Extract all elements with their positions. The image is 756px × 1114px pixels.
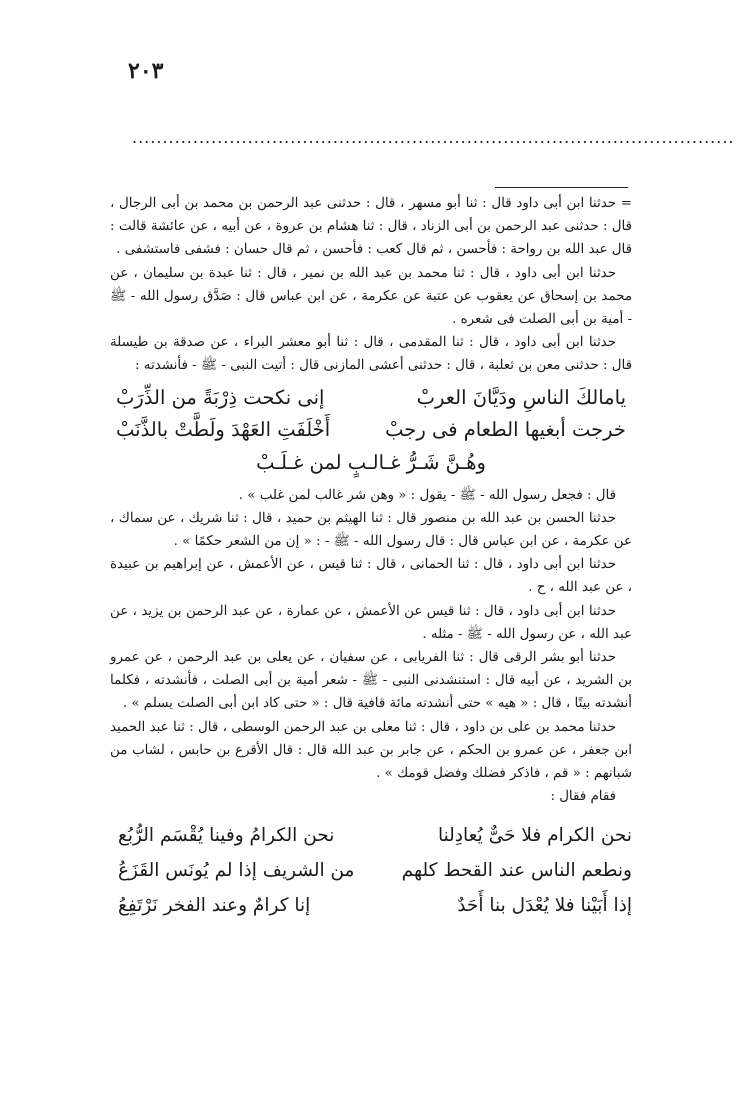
poem-line [110,853,632,888]
hemistich-first: إذا أَبَيْنا فلا يُعْدَل بنا أَحَدٌ [457,895,632,917]
hemistich-first: يامالكَ الناسِ ودَيَّانَ العربْ [416,385,626,409]
footnote-rule [495,187,628,188]
poem-line [110,818,632,853]
poem-line [110,414,632,446]
hemistich-second: إنا كرامٌ وعند الفخر نَرْتَفِعُ [118,895,311,917]
hemistich-second: من الشريف إذا لم يُونَس القَزَعُ [118,860,355,882]
poem-line [110,382,632,414]
paragraph: حدثنا ابن أبى داود ، قال : ثنا قيس عن الأعمش ، عن عمارة ، عن عبد الرحمن بن يزيد ، عن عبد الله ، عن رسول الله - ﷺ - مثله . [110,603,632,642]
hemistich-second: نحن الكرامُ وفينا يُقْسَم الرُّبُع [118,825,335,847]
hemistich-first: نحن الكرام فلا حَىٌّ يُعادِلنا [437,825,632,847]
paragraph: فقام فقال : [550,789,616,805]
hemistich-first: ونطعم الناس عند القحط كلهم [401,860,632,882]
page-number: ٢٠٣ [128,58,164,84]
paragraph: حدثنا أبو بشر الرقى قال : ثنا الفريابى ، عن سفيان ، عن يعلى بن عبد الرحمن ، عن عمرو بن الشريد ، عن أبيه قال : استنشدنى النبى - ﷺ - شعر أمية بن أبى الصلت ، فأنشدته ، فكلما أنشدته بيتًا ، قال : « هيه » حتى أنشدته مائة قافية قال : « حتى كاد ابن أبى الصلت يسلم » . [110,650,632,712]
hemistich-second: إنى نكحت ذِرْبَةً من الذِّرَبْ [116,385,325,409]
poem-line-single: وهُـنَّ شَـرُّ غـالـبٍ لمن غـلَـبْ [256,450,486,474]
poem-block [110,382,632,480]
paragraph: حدثنا ابن أبى داود ، قال : ثنا الحمانى ، قال : ثنا قيس ، عن الأعمش ، عن إبراهيم بن عبيدة ، عن عبد الله ، ح . [110,557,632,596]
paragraph: = حدثنا ابن أبى داود قال : ثنا أبو مسهر ، قال : حدثنى عبد الرحمن بن محمد بن أبى الرجال ، قال : حدثنى عبد الرحمن بن أبى الزناد ، قال : ثنا هشام بن عروة ، عن أبيه ، عن عائشة قالت : قال عبد الله بن رواحة : فأحسن ، ثم قال كعب : فأحسن ، ثم قال حسان : فشفى فاستشفى . [110,196,632,258]
hemistich-first: خرجت أبغيها الطعام فى رجبْ [385,417,626,441]
paragraph: حدثنا محمد بن على بن داود ، قال : ثنا معلى بن عبد الرحمن الوسطى ، قال : ثنا عبد الحميد ابن جعفر ، عن عمرو بن الحكم ، عن جابر بن عبد الله قال : قال الأقرع بن حابس ، لشاب من شبانهم : « قم ، فاذكر فضلك وفضل قومك » . [110,719,632,782]
footnote-text [110,192,632,927]
hemistich-second: أَخْلَفَتِ العَهْدَ ولَطَّتْ بالذَّنَبْ [116,417,331,441]
paragraph: حدثنا الحسن بن عبد الله بن منصور قال : ثنا الهيثم بن حميد ، قال : ثنا شريك ، عن سماك ، عن عكرمة ، عن ابن عباس قال : قال رسول الله - ﷺ - : « إن من الشعر حكمًا » . [110,510,632,550]
poem-block [110,818,632,923]
paragraph: قال : فجعل رسول الله - ﷺ - يقول : « وهن شر غالب لمن غلب » . [238,487,616,503]
paragraph: حدثنا ابن أبى داود ، قال : ثنا المقدمى ، قال : ثنا أبو معشر البراء ، عن صدقة بن طيسلة قال : حدثنى معن بن ثعلبة ، قال : حدثنى أعشى المازنى قال : أتيت النبى - ﷺ - فأنشدته : [110,335,632,374]
paragraph: حدثنا ابن أبى داود ، قال : ثنا محمد بن عبد الله بن نمير ، قال : ثنا عبدة بن سليمان ، عن محمد بن إسحاق عن يعقوب عن عتبة عن عكرمة ، عن ابن عباس قال : صَدَّق رسول الله - ﷺ - أمية بن أبى الصلت فى شعره . [110,265,632,328]
dotted-separator: ................................................................................................... [132,128,735,147]
poem-line [110,888,632,923]
